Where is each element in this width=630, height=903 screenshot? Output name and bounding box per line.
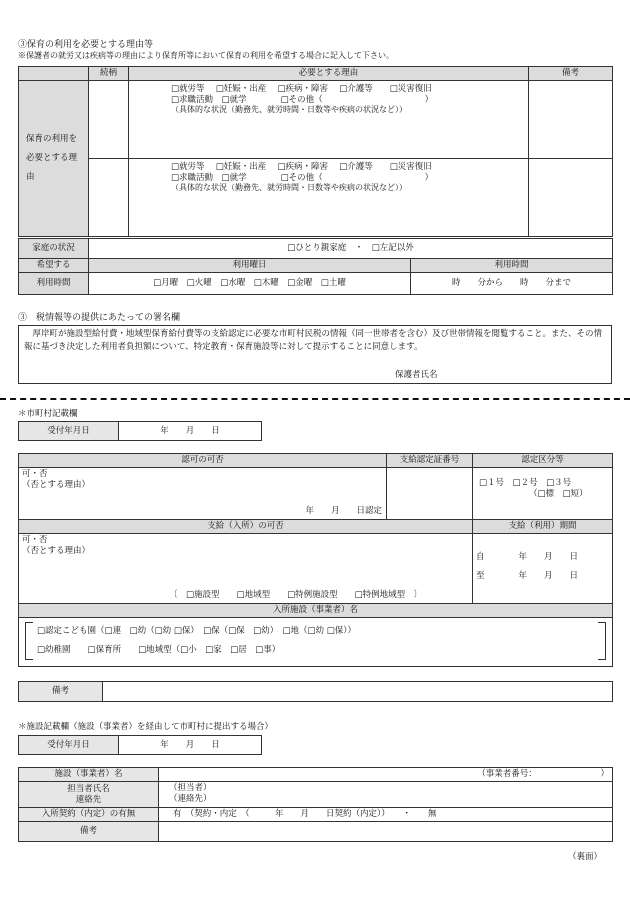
- contact-person-value[interactable]: （担当者）: [169, 783, 212, 793]
- category-header: 認定区分等: [473, 454, 613, 468]
- operator-name-cell[interactable]: [159, 768, 613, 782]
- left-bracket: [25, 622, 33, 660]
- reason-options-line2[interactable]: □求職活動 □就学 □その他（ ）: [171, 172, 434, 183]
- family-status-label: 家庭の状況: [19, 239, 89, 259]
- days-options[interactable]: □月曜 □火曜 □水曜 □木曜 □金曜 □土曜: [89, 272, 411, 294]
- period-cell[interactable]: [473, 534, 613, 604]
- days-header: 利用曜日: [89, 259, 411, 273]
- remarks-cell-2[interactable]: [529, 159, 613, 237]
- facility-remarks-value[interactable]: [159, 822, 613, 842]
- tax-section-title: ③ 税情報等の提供にあたっての署名欄: [18, 313, 181, 323]
- reason-cell-2[interactable]: [129, 159, 529, 237]
- cert-number-cell[interactable]: [387, 468, 473, 520]
- contact-phone-label: 連絡先: [75, 794, 102, 805]
- reason-section-header: [18, 40, 612, 61]
- col-reason-header: 必要とする理由: [129, 67, 529, 81]
- facility-type-options[interactable]: 〔 □施設型 □地域型 □特例施設型 □特例地域型 〕: [169, 590, 423, 601]
- contract-value[interactable]: 有 （契約・内定 （ 年 月 日契約（内定）） ・ 無: [159, 808, 613, 822]
- period-from[interactable]: 自 年 月 日: [476, 552, 579, 562]
- reason-cell-1[interactable]: [129, 81, 529, 159]
- family-status-options[interactable]: □ひとり親家庭 ・ □左記以外: [89, 239, 613, 259]
- time-header: 利用時間: [411, 259, 613, 273]
- facility-header: 入所施設（事業者）名: [19, 604, 613, 618]
- usage-table: [18, 238, 613, 295]
- payment-reason-label: （否とする理由）: [22, 545, 91, 556]
- guardian-signature-label[interactable]: 保護者氏名: [395, 370, 438, 381]
- facility-options-line1[interactable]: □認定こども園（□連 □幼（□幼 □保） □保（□保 □幼） □地（□幼 □保））: [37, 625, 356, 636]
- reason-table-corner: [19, 67, 89, 81]
- facility-info-table: [18, 767, 613, 842]
- relation-cell-1[interactable]: [89, 81, 129, 159]
- reason-section-note: ※保護者の就労又は疾病等の理由により保育所等において保育の利用を希望する場合に記入して下さい。: [18, 51, 394, 61]
- payment-yes-no[interactable]: 可・否: [22, 535, 48, 545]
- approval-header: 認可の可否: [19, 454, 387, 468]
- reason-options-line1[interactable]: □就労等 □妊娠・出産 □疾病・障害 □介護等 □災害復旧: [171, 162, 432, 172]
- operator-number[interactable]: （事業者番号： ）: [477, 769, 609, 779]
- payment-header: 支給（入所）の可否: [19, 520, 473, 534]
- reason-section-title: ③保育の利用を必要とする理由等: [18, 40, 154, 50]
- operator-name-label: 施設（事業者）名: [19, 768, 159, 782]
- approval-cell[interactable]: [19, 468, 387, 520]
- period-header: 支給（利用）期間: [473, 520, 613, 534]
- tax-consent-text: 厚岸町が施設型給付費・地域型保育給付費等の支給認定に必要な市町村民税の情報（同一世帯者を含む）及び世帯情報を閲覧すること。また、その情報に基づき決定した利用者負担額について、特定教育・保育施設等に対して提示することに同意します。: [24, 329, 603, 352]
- right-bracket: [598, 622, 606, 660]
- back-side-label: （裏面）: [567, 852, 602, 862]
- remarks-cell-1[interactable]: [529, 81, 613, 159]
- reason-options-line2[interactable]: □求職活動 □就学 □その他（ ）: [171, 94, 434, 105]
- cert-number-header: 支給認定証番号: [387, 454, 473, 468]
- reason-detail-label: （具体的な状況（勤務先、就労時間・日数等や疾病の状況など））: [171, 105, 407, 115]
- contact-cell[interactable]: [159, 782, 613, 808]
- time-input[interactable]: 時 分から 時 分まで: [411, 272, 613, 294]
- cut-line: [0, 398, 630, 400]
- reason-table: [18, 66, 613, 237]
- category-options[interactable]: □１号 □２号 □３号: [479, 478, 572, 488]
- wish-label-top: 希望する: [19, 259, 89, 273]
- approval-reason-label: （否とする理由）: [22, 479, 91, 490]
- facility-options-line2[interactable]: □幼稚園 □保育所 □地域型（□小 □家 □居 □事）: [37, 644, 281, 655]
- wish-label-bottom: 利用時間: [19, 272, 89, 294]
- reason-detail-label: （具体的な状況（勤務先、就労時間・日数等や疾病の状況など））: [171, 183, 407, 193]
- city-remarks-label: 備考: [19, 682, 103, 702]
- facility-cell[interactable]: [19, 617, 613, 666]
- relation-cell-2[interactable]: [89, 159, 129, 237]
- city-remarks-value[interactable]: [103, 682, 613, 702]
- facility-section-title: ＊施設記載欄（施設（事業者）を経由して市町村に提出する場合）: [18, 722, 274, 732]
- col-remarks-header: 備考: [529, 67, 613, 81]
- city-received-label: 受付年月日: [19, 422, 119, 441]
- category-cell[interactable]: [473, 468, 613, 520]
- tax-consent-box: [18, 325, 612, 384]
- approval-table: [18, 453, 613, 667]
- city-received-table: [18, 421, 262, 441]
- approval-date[interactable]: 年 月 日認定: [305, 506, 383, 517]
- facility-received-label: 受付年月日: [19, 736, 119, 755]
- reason-row-label-text: 保育の利用を必要とする理由: [26, 134, 78, 182]
- payment-cell[interactable]: [19, 534, 473, 604]
- contact-name-label: 担当者氏名: [67, 783, 110, 794]
- tax-section: [18, 313, 612, 384]
- contact-phone-value[interactable]: （連絡先）: [169, 793, 212, 804]
- contact-label: [19, 782, 159, 808]
- col-relation-header: 続柄: [89, 67, 129, 81]
- reason-options-line1[interactable]: □就労等 □妊娠・出産 □疾病・障害 □介護等 □災害復旧: [171, 84, 432, 94]
- city-remarks-table: [18, 681, 613, 702]
- city-section-title: ＊市町村記載欄: [18, 409, 78, 419]
- period-to[interactable]: 至 年 月 日: [476, 570, 579, 581]
- facility-remarks-label: 備考: [19, 822, 159, 842]
- city-received-date[interactable]: 年 月 日: [119, 422, 262, 441]
- approval-yes-no[interactable]: 可・否: [22, 469, 48, 479]
- contract-label: 入所契約（内定）の有無: [19, 808, 159, 822]
- facility-received-table: [18, 735, 262, 755]
- facility-received-date[interactable]: 年 月 日: [119, 736, 262, 755]
- category-sub-options[interactable]: （□標 □短）: [529, 488, 588, 499]
- facility-bracket: [19, 618, 612, 664]
- reason-row-label: [19, 81, 89, 237]
